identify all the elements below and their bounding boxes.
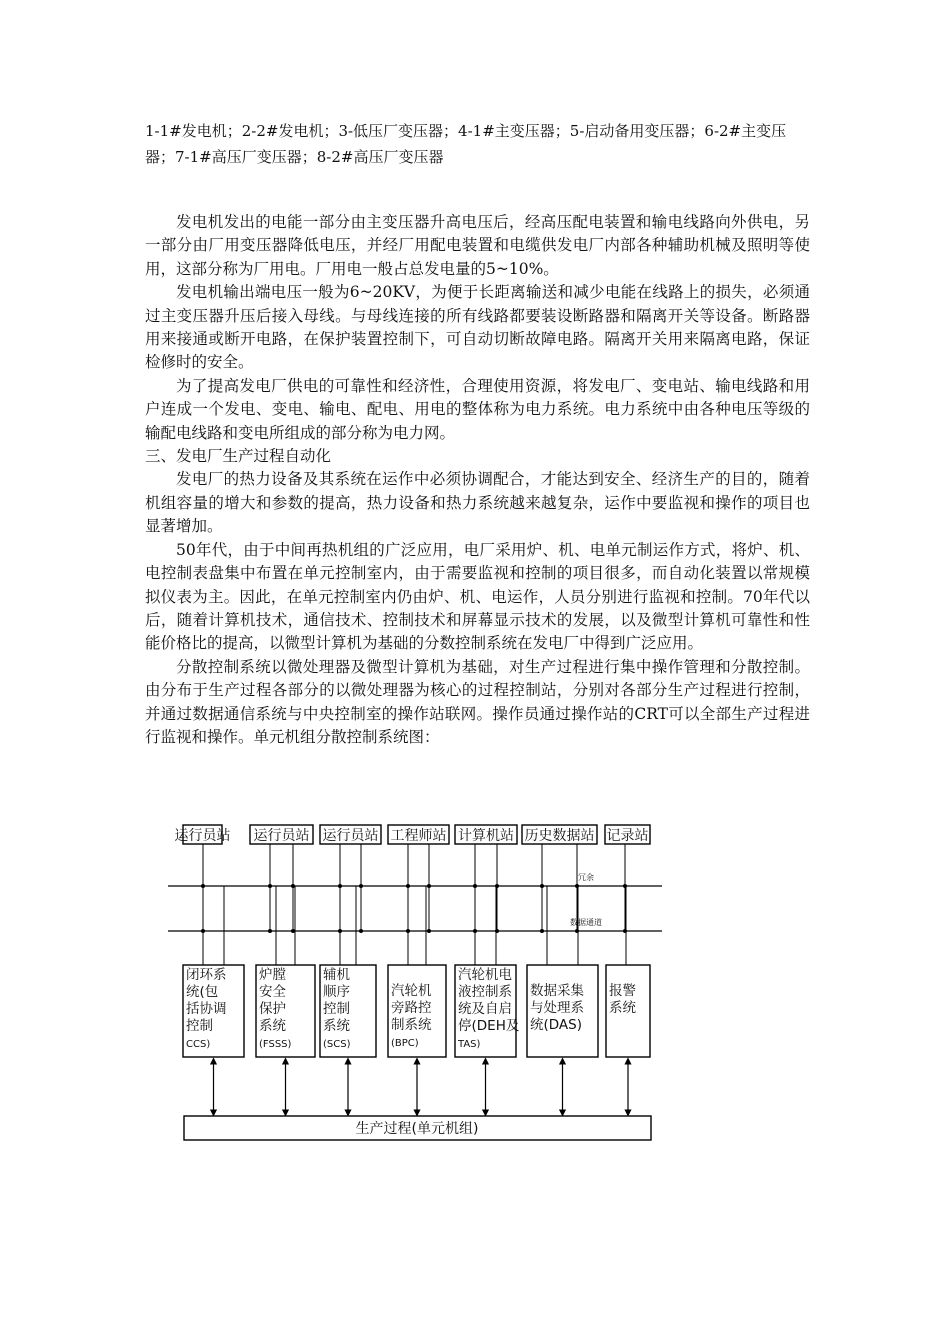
bus-junction-dot (359, 929, 363, 933)
subsystem-label-line: 制系统 (391, 1017, 432, 1033)
subsystem-label-line: 汽轮机 (391, 983, 432, 999)
station-label: 历史数据站 (524, 828, 595, 844)
bus-junction-dot (540, 929, 544, 933)
station-label: 工程师站 (390, 828, 447, 844)
body-text (145, 211, 810, 749)
bus-junction-dot (291, 929, 295, 933)
body-paragraph: 50年代，由于中间再热机组的广泛应用，电厂采用炉、机、电单元制运作方式，将炉、机、电控制表盘集中布置在单元控制室内，由于需要监视和控制的项目很多，而自动化装置以常规模拟仪表为主。因此，在单元控制室内仍由炉、机、电运作，人员分别进行监视和控制。70年代以后，随着计算机技术，通信技术、控制技术和屏幕显示技术的发展，以及微型计算机可靠性和性能价格比的提高，以微型计算机为基础的分数控制系统在发电厂中得到广泛应用。 (145, 540, 810, 653)
figure-legend-caption: 1-1#发电机；2-2#发电机；3-低压厂变压器；4-1#主变压器；5-启动备用变压器；6-2#主变压器；7-1#高压厂变压器；8-2#高压厂变压器 (145, 122, 787, 166)
body-paragraph: 发电机输出端电压一般为6~20KV，为便于长距离输送和减少电能在线路上的损失，必须通过主变压器升压后接入母线。与母线连接的所有线路都要装设断路器和隔离开关等设备。断路器用来接通或断开电路，在保护装置控制下，可自动切断故障电路。隔离开关用来隔离电路，保证检修时的安全。 (145, 283, 810, 372)
bus-junction-dot (268, 884, 272, 888)
subsystem-label-line: 系统 (609, 1000, 636, 1016)
subsystem-label-line: 数据采集 (530, 983, 584, 999)
subsystem-label-line: 控制 (186, 1018, 213, 1034)
subsystem-label-line: 统(DAS) (530, 1017, 582, 1033)
production-process-label: 生产过程(单元机组) (355, 1121, 479, 1137)
bus-label-redundant: 冗余 (578, 873, 594, 882)
bus-junction-dot (427, 929, 431, 933)
subsystem-label-line: 括协调 (186, 1001, 227, 1017)
subsystem-label-line: 系统 (323, 1018, 350, 1034)
subsystem-label-line: 炉膛 (259, 967, 286, 983)
subsystem-label-line: 保护 (259, 1001, 286, 1017)
body-paragraph: 为了提高发电厂供电的可靠性和经济性，合理使用资源，将发电厂、变电站、输电线路和用户连成一个发电、变电、输电、配电、用电的整体称为电力系统。电力系统中由各种电压等级的输配电线路和变电所组成的部分称为电力网。 (145, 376, 810, 442)
subsystem-label-line: (SCS) (323, 1039, 351, 1050)
station-label: 运行员站 (174, 828, 231, 844)
subsystem-label-line: CCS) (186, 1039, 211, 1050)
section-heading: 三、发电厂生产过程自动化 (145, 447, 332, 466)
subsystem-label-line: 辅机 (323, 967, 350, 983)
subsystem-label-line: 汽轮机电 (458, 967, 512, 983)
subsystem-label-line: TAS) (458, 1039, 481, 1050)
bus-junction-dot (359, 884, 363, 888)
bus-junction-dot (268, 929, 272, 933)
station-label: 运行员站 (253, 828, 310, 844)
station-label: 计算机站 (458, 828, 514, 844)
subsystem-label-line: 旁路控 (391, 1000, 432, 1016)
body-paragraph: 发电厂的热力设备及其系统在运作中必须协调配合，才能达到安全、经济生产的目的，随着机组容量的增大和参数的提高，热力设备和热力系统越来越复杂，运作中要监视和操作的项目也显著增加。 (145, 470, 810, 536)
subsystem-label-line: 系统 (259, 1018, 286, 1034)
subsystem-label-line: 与处理系 (530, 1000, 584, 1016)
subsystem-label-line: 报警 (609, 983, 636, 999)
dcs-diagram-svg (160, 820, 670, 1150)
bus-label-data-highway: 数据通道 (570, 918, 602, 927)
subsystem-label-line: 控制 (323, 1001, 350, 1017)
bus-junction-dot (291, 884, 295, 888)
subsystem-label-line: 统(包 (186, 984, 219, 1000)
subsystem-label-line: 闭环系 (186, 967, 227, 983)
dcs-system-diagram (160, 820, 670, 1150)
subsystem-label-line: 安全 (259, 984, 286, 1000)
subsystem-label-line: (BPC) (391, 1038, 419, 1049)
body-paragraph: 发电机发出的电能一部分由主变压器升高电压后，经高压配电装置和输电线路向外供电，另一部分由厂用变压器降低电压，并经厂用配电装置和电缆供发电厂内部各种辅助机械及照明等使用，这部分称为厂用电。厂用电一般占总发电量的5~10%。 (145, 213, 810, 278)
subsystem-label-line: 液控制系 (458, 984, 512, 1000)
subsystem-label-line: 停(DEH及 (458, 1018, 520, 1034)
subsystem-label-line: 顺序 (323, 984, 350, 1000)
station-label: 记录站 (606, 828, 649, 844)
station-label: 运行员站 (322, 828, 379, 844)
subsystem-label-line: (FSSS) (259, 1039, 292, 1050)
bus-junction-dot (540, 884, 544, 888)
body-paragraph: 分散控制系统以微处理器及微型计算机为基础，对生产过程进行集中操作管理和分散控制。由分布于生产过程各部分的以微处理器为核心的过程控制站，分别对各部分生产过程进行控制，并通过数据通信系统与中央控制室的操作站联网。操作员通过操作站的CRT可以全部生产过程进行监视和操作。单元机组分散控制系统图： (145, 657, 810, 746)
bus-junction-dot (427, 884, 431, 888)
subsystem-label-line: 统及自启 (458, 1001, 512, 1017)
